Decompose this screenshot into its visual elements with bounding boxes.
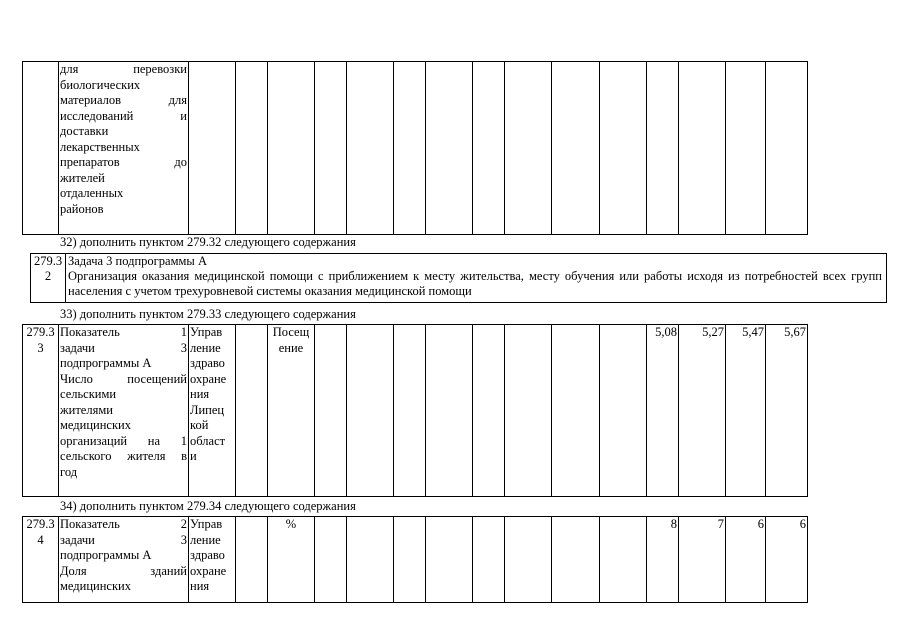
text-line: год (60, 464, 78, 479)
text-line: охране (190, 371, 227, 386)
cell-empty (189, 62, 236, 235)
text-line: исследований и (60, 108, 187, 123)
row-number-line: 279.3 (33, 254, 63, 268)
text-line: ния (190, 387, 210, 401)
note-amendment-33: 33) дополнить пунктом 279.33 следующего содержания (60, 307, 356, 321)
cell-value: 6 (726, 517, 766, 603)
cell-value: 6 (766, 517, 808, 603)
text-line: задачи 3 (60, 340, 187, 355)
text-line: ление (190, 340, 221, 355)
table-row-279-33 (22, 324, 808, 497)
text-line: ление (190, 532, 221, 547)
row-number-line: 3 (37, 340, 44, 355)
text-line: сельскими (60, 387, 117, 401)
task-row-279-32 (30, 253, 887, 303)
cell-empty (552, 517, 600, 603)
cell-empty (473, 325, 505, 497)
text-line: Доля зданий (60, 563, 187, 578)
cell-empty (268, 62, 315, 235)
text-line: жителей (60, 170, 105, 185)
cell-empty (236, 517, 268, 603)
cell-empty (766, 62, 808, 235)
cell-empty (347, 62, 394, 235)
text-line: отдаленных (60, 186, 124, 200)
text-line: Число посещений (60, 371, 187, 386)
table-row-279-34 (22, 516, 808, 603)
cell-empty (600, 325, 647, 497)
cell-empty (552, 62, 600, 235)
cell-empty (505, 62, 552, 235)
text-line: медицинских (60, 418, 131, 432)
cell-value: 5,27 (679, 325, 726, 497)
cell-empty (315, 517, 347, 603)
text-line: кой (190, 418, 209, 432)
cell-empty (236, 62, 268, 235)
cell-number (23, 62, 59, 235)
row-number-line: 279.3 (26, 517, 55, 531)
text-line: для перевозки (60, 62, 187, 76)
cell-empty (394, 517, 426, 603)
text-line: биологических (60, 77, 141, 92)
task-text (68, 254, 882, 299)
task-title: Задача 3 подпрограммы А (68, 254, 207, 268)
row-number-line: 2 (44, 269, 52, 283)
task-body: Организация оказания медицинской помощи с приближением к месту жительства, месту обучения или работы исходя из потребностей всех групп населения с учетом трехуровневой системы оказания медицинской помощи (68, 269, 882, 298)
cell-empty (426, 325, 473, 497)
row-number-line: 279.3 (26, 325, 55, 339)
cell-empty (552, 325, 600, 497)
cell-empty (600, 62, 647, 235)
cell-indicator-name (59, 517, 189, 603)
cell-empty (347, 325, 394, 497)
text-line: Липец (190, 402, 225, 417)
cell-empty (315, 325, 347, 497)
cell-empty (394, 325, 426, 497)
text-line: доставки (60, 124, 109, 138)
text-line: жителями (60, 402, 113, 417)
cell-indicator-name (59, 62, 189, 235)
table-block-continuation (22, 61, 808, 235)
cell-empty (505, 325, 552, 497)
cell-empty (473, 517, 505, 603)
text-line: ение (278, 340, 304, 355)
text-line: ния (190, 579, 210, 593)
cell-value: 5,67 (766, 325, 808, 497)
text-line: лекарственных (60, 139, 140, 154)
text-line: подпрограммы А (60, 548, 152, 562)
row-number (31, 254, 65, 284)
text-line: районов (60, 201, 104, 216)
text-line: здраво (190, 356, 225, 370)
cell-value: 8 (647, 517, 679, 603)
cell-value: 5,47 (726, 325, 766, 497)
cell-empty (236, 325, 268, 497)
text-line: Управ (190, 517, 223, 531)
text-line: област (190, 433, 226, 448)
text-line: Посещ (272, 325, 310, 339)
text-line: организаций на 1 (60, 433, 187, 448)
cell-empty (426, 62, 473, 235)
text-line: здраво (190, 548, 225, 562)
text-line: охране (190, 563, 227, 578)
row-number-line: 4 (37, 532, 44, 547)
note-amendment-34: 34) дополнить пунктом 279.34 следующего содержания (60, 499, 356, 513)
text-line: материалов для (60, 93, 187, 107)
text-line: и (190, 449, 197, 463)
cell-number (23, 325, 59, 497)
text-line: подпрограммы А (60, 356, 152, 370)
cell-empty (647, 62, 679, 235)
text-line: Показатель 1 (60, 325, 187, 339)
cell-responsible (189, 517, 236, 603)
text-line: задачи 3 (60, 532, 187, 547)
cell-empty (726, 62, 766, 235)
text-line: Показатель 2 (60, 517, 187, 531)
cell-empty (505, 517, 552, 603)
cell-empty (394, 62, 426, 235)
text-line: сельского жителя в (60, 449, 187, 463)
cell-empty (473, 62, 505, 235)
cell-value: 7 (679, 517, 726, 603)
cell-empty (347, 517, 394, 603)
cell-responsible (189, 325, 236, 497)
cell-value: 5,08 (647, 325, 679, 497)
text-line: Управ (190, 325, 223, 339)
cell-number (23, 517, 59, 603)
cell-empty (426, 517, 473, 603)
note-amendment-32: 32) дополнить пунктом 279.32 следующего содержания (60, 235, 356, 249)
cell-indicator-name (59, 325, 189, 497)
cell-empty (600, 517, 647, 603)
text-line: медицинских (60, 579, 131, 593)
cell-unit: % (268, 517, 315, 603)
cell-unit (268, 325, 315, 497)
cell-empty (315, 62, 347, 235)
text-line: препаратов до (60, 155, 187, 169)
cell-empty (679, 62, 726, 235)
